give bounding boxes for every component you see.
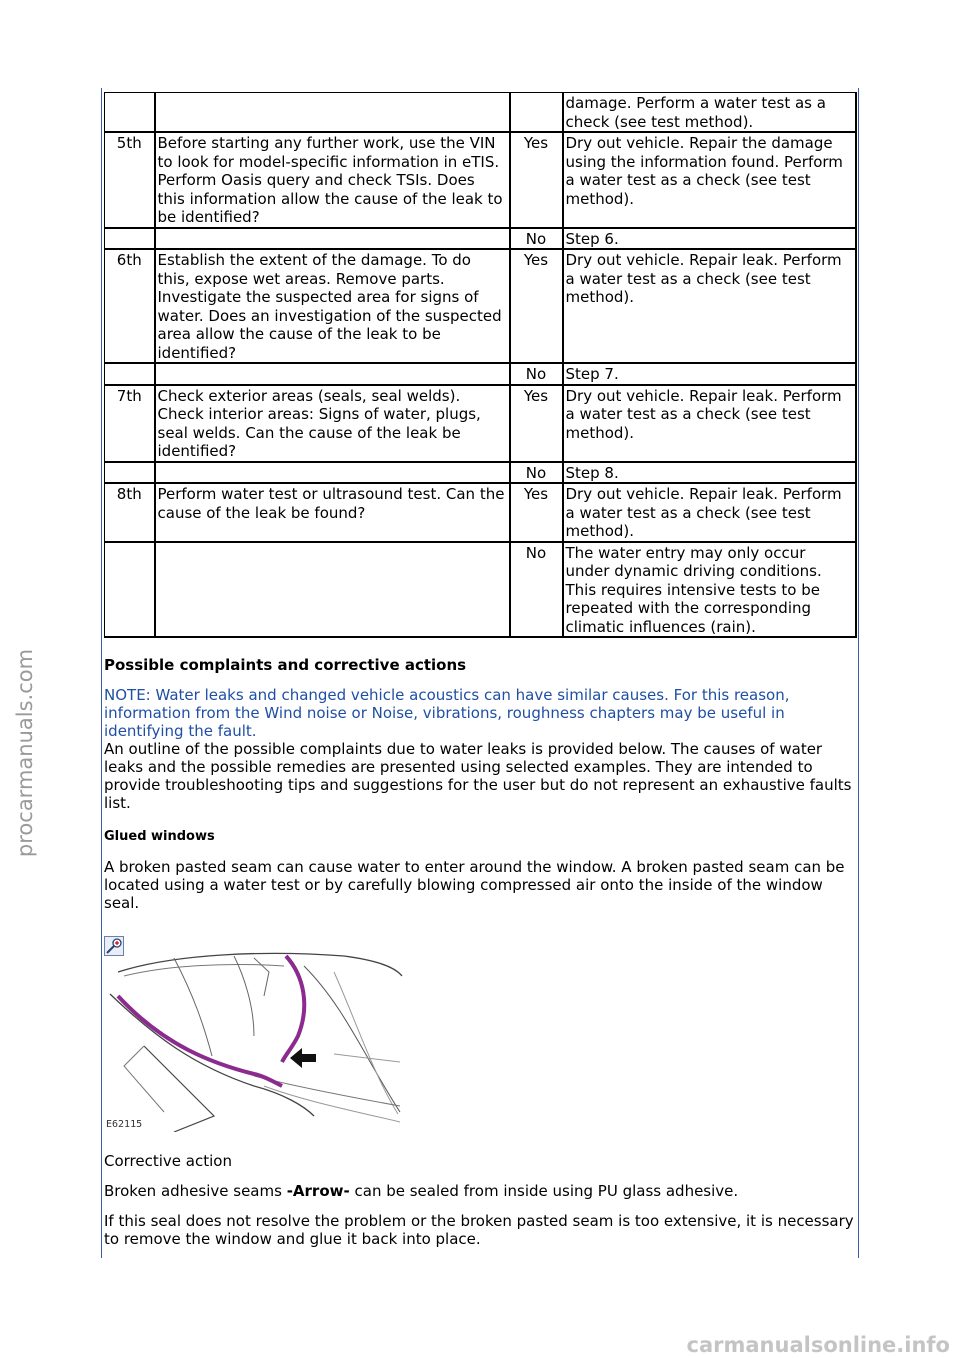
answer-cell [510,93,563,133]
corrective-text-pre: Broken adhesive seams [104,1182,287,1200]
right-margin-rule [858,88,859,1258]
question-cell: Check exterior areas (seals, seal welds). Check interior areas: Signs of water, plugs, seal welds. Can the cause of the leak be identified? [155,385,510,462]
step-cell: 6th [105,249,155,363]
step-cell [105,93,155,133]
note-text: NOTE: Water leaks and changed vehicle acoustics can have similar causes. For this reason, information from the Wind noise or Noise, vibrations, roughness chapters may be useful in identifying the fault. [104,686,790,740]
action-cell: Dry out vehicle. Repair leak. Perform a water test as a check (see test method). [563,385,856,462]
question-cell [155,93,510,133]
glued-windows-text: A broken pasted seam can cause water to enter around the window. A broken pasted seam can be located using a water test or by carefully blowing compressed air onto the inside of the window seal. [104,858,845,912]
side-watermark: procarmanuals.com [13,648,37,858]
answer-cell: No [510,542,563,638]
action-cell: Step 8. [563,462,856,484]
action-cell: Step 6. [563,228,856,250]
question-cell [155,462,510,484]
answer-cell: No [510,228,563,250]
action-cell: damage. Perform a water test as a check (see test method). [563,93,856,133]
corrective-text-post: can be sealed from inside using PU glass adhesive. [349,1182,739,1200]
step-cell: 8th [105,483,155,542]
table-row [105,228,856,250]
diagnostic-steps-table [104,92,857,638]
window-seam-figure [104,936,404,1132]
corrective-section [104,1152,854,1248]
bottom-watermark: carmanualsonline.info [686,1333,950,1357]
table-row [105,385,856,462]
table-row [105,363,856,385]
step-cell [105,363,155,385]
answer-cell: No [510,462,563,484]
step-cell: 5th [105,132,155,228]
action-cell: Dry out vehicle. Repair leak. Perform a water test as a check (see test method). [563,483,856,542]
glued-windows-heading: Glued windows [104,829,215,844]
left-margin-rule [101,88,102,1258]
answer-cell: Yes [510,385,563,462]
window-line-drawing [104,936,404,1132]
answer-cell: Yes [510,132,563,228]
step-cell [105,462,155,484]
table-row [105,462,856,484]
table-row [105,93,856,133]
action-cell: Dry out vehicle. Repair leak. Perform a water test as a check (see test method). [563,249,856,363]
action-cell: The water entry may only occur under dynamic driving conditions. This requires intensive tests to be repeated with the corresponding climatic influences (rain). [563,542,856,638]
question-cell [155,228,510,250]
question-cell: Before starting any further work, use the VIN to look for model-specific information in eTIS. Perform Oasis query and check TSIs. Does this information allow the cause of the leak to be identified? [155,132,510,228]
final-text: If this seal does not resolve the problem or the broken pasted seam is too extensive, it is necessary to remove the window and glue it back into place. [104,1212,854,1248]
step-cell: 7th [105,385,155,462]
action-cell: Step 7. [563,363,856,385]
table-row [105,483,856,542]
question-cell: Perform water test or ultrasound test. Can the cause of the leak be found? [155,483,510,542]
answer-cell: No [510,363,563,385]
corrective-heading: Corrective action [104,1152,232,1170]
answer-cell: Yes [510,483,563,542]
table-row [105,542,856,638]
question-cell: Establish the extent of the damage. To do this, expose wet areas. Remove parts. Investigate the suspected area for signs of water. Does an investigation of the suspected area allow the cause of the leak to be identified? [155,249,510,363]
step-cell [105,228,155,250]
action-cell: Dry out vehicle. Repair the damage using the information found. Perform a water test as a check (see test method). [563,132,856,228]
table-row [105,249,856,363]
figure-label: E62115 [106,1119,143,1130]
arrow-reference: -Arrow- [286,1182,350,1200]
intro-text: An outline of the possible complaints due to water leaks is provided below. The causes of water leaks and the possible remedies are presented using selected examples. They are intended to provide troubleshooting tips and suggestions for the user but do not represent an exhaustive faults list. [104,740,852,812]
table-row [105,132,856,228]
complaints-section [104,656,854,912]
question-cell [155,542,510,638]
answer-cell: Yes [510,249,563,363]
section-heading: Possible complaints and corrective actions [104,656,467,674]
question-cell [155,363,510,385]
step-cell [105,542,155,638]
corrective-text [104,1182,854,1200]
